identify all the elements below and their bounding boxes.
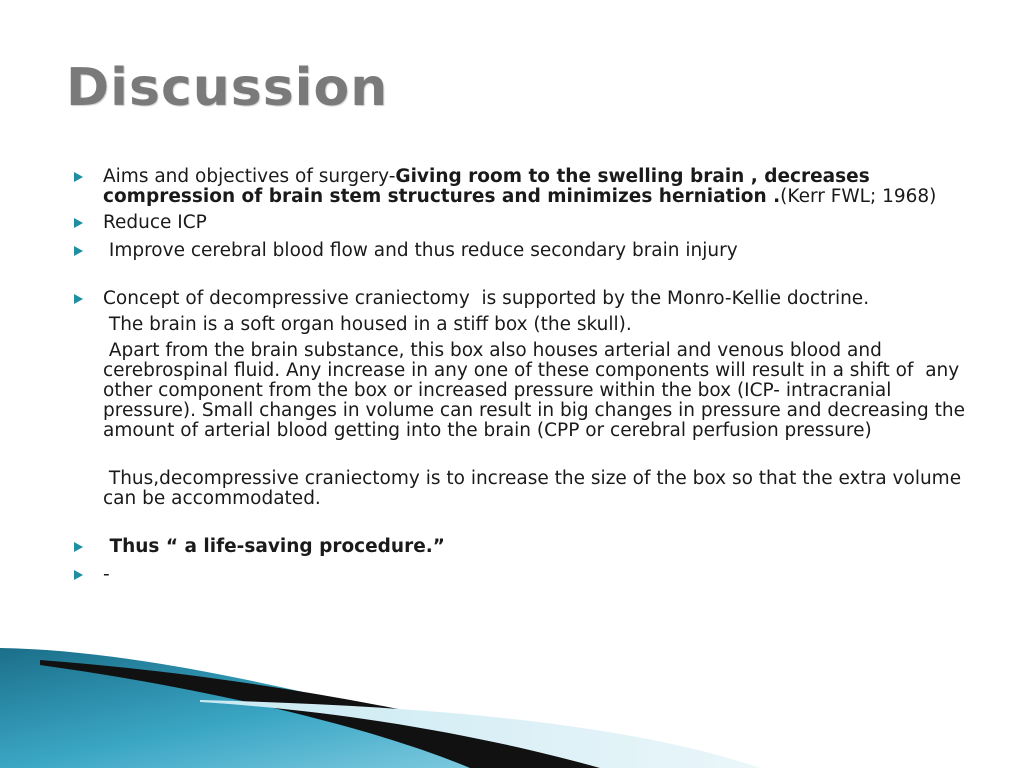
bullet-text: Reduce ICP (103, 212, 207, 233)
triangle-bullet-icon (74, 570, 83, 580)
triangle-bullet-icon (74, 246, 83, 256)
aims-lead-text: Aims and objectives of surgery- (103, 166, 396, 187)
triangle-bullet-icon (74, 294, 83, 304)
bullet-item-blood-flow (72, 241, 972, 261)
paragraph-conclusion: Thus,decompressive craniectomy is to increase the size of the box so that the extra volume can be accommodated. (103, 468, 967, 509)
paragraph-components: Apart from the brain substance, this box also houses arterial and venous blood and cerebrospinal fluid. Any increase in any one of these components will result in a shift of any other component from the box or increased pressure within the box (ICP- intracranial pressure). Small changes in volume can result in big changes in pressure and decreasing the amount of arterial blood getting into the brain (CPP or cerebral perfusion pressure) (103, 340, 971, 441)
triangle-bullet-icon (74, 218, 83, 228)
bullet-item-dash (72, 565, 972, 585)
slide-body (72, 167, 972, 591)
triangle-bullet-icon (74, 172, 83, 182)
aims-citation: (Kerr FWL; 1968) (780, 186, 937, 207)
triangle-bullet-icon (74, 542, 83, 552)
bullet-text: Thus “ a life-saving procedure.” (103, 536, 445, 557)
bullet-text: Improve cerebral blood flow and thus reduce secondary brain injury (103, 240, 738, 261)
bullet-item-life-saving (72, 537, 972, 557)
bullet-text: Concept of decompressive craniectomy is supported by the Monro-Kellie doctrine. (103, 288, 870, 309)
bullet-item-reduce-icp (72, 213, 972, 233)
slide-title: Discussion (66, 58, 389, 118)
bullet-item-concept (72, 289, 972, 309)
paragraph-soft-organ: The brain is a soft organ housed in a stiff box (the skull). (103, 314, 632, 335)
bullet-item-aims (72, 167, 972, 207)
aims-bold-text: Giving room to the swelling brain , decreases compression of brain stem structures and minimizes herniation . (103, 166, 870, 207)
bullet-text: - (103, 564, 110, 585)
